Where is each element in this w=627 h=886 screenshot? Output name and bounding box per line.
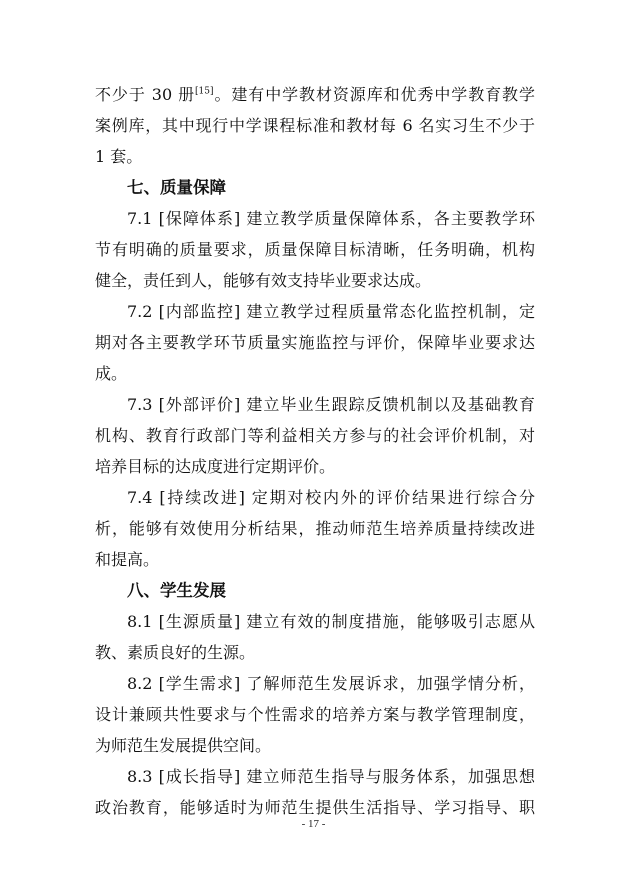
item-7-1-line-1: 7.1 [保障体系] 建立教学质量保障体系，各主要教学环 [127,209,535,228]
section-heading-student-development: 八、学生发展 [127,581,226,600]
item-7-4-line-3: 和提高。 [95,550,160,569]
item-8-1-line-1: 8.1 [生源质量] 建立有效的制度措施，能够吸引志愿从 [127,612,535,631]
text-line-continuation-1: 不少于 30 册[15]。建有中学教材资源库和优秀中学教育教学 [95,85,535,104]
item-7-4-line-1: 7.4 [持续改进] 定期对校内外的评价结果进行综合分 [127,488,535,507]
item-8-2-line-2: 设计兼顾共性要求与个性需求的培养方案与教学管理制度， [95,705,535,724]
citation-superscript: [15] [195,86,214,97]
item-7-3-line-2: 机构、教育行政部门等利益相关方参与的社会评价机制，对 [95,426,535,445]
item-8-2-line-3: 为师范生发展提供空间。 [95,736,272,755]
item-7-2-line-3: 成。 [95,364,128,383]
item-7-1-line-2: 节有明确的质量要求，质量保障目标清晰，任务明确，机构 [95,240,535,259]
item-8-3-line-1: 8.3 [成长指导] 建立师范生指导与服务体系，加强思想 [127,767,535,786]
text-line-continuation-2: 案例库，其中现行中学课程标准和教材每 6 名实习生不少于 [95,116,535,135]
item-8-2-line-1: 8.2 [学生需求] 了解师范生发展诉求，加强学情分析， [127,674,535,693]
section-heading-quality-assurance: 七、质量保障 [127,178,226,197]
item-8-3-line-2: 政治教育，能够适时为师范生提供生活指导、学习指导、职 [95,798,535,817]
item-7-2-line-2: 期对各主要教学环节质量实施监控与评价，保障毕业要求达 [95,333,535,352]
item-7-1-line-3: 健全，责任到人，能够有效支持毕业要求达成。 [95,271,432,290]
item-7-2-line-1: 7.2 [内部监控] 建立教学过程质量常态化监控机制，定 [127,302,535,321]
item-7-4-line-2: 析，能够有效使用分析结果，推动师范生培养质量持续改进 [95,519,535,538]
item-8-1-line-2: 教、素质良好的生源。 [95,643,256,662]
text-line-continuation-3: 1 套。 [95,147,143,166]
item-7-3-line-3: 培养目标的达成度进行定期评价。 [95,457,336,476]
item-7-3-line-1: 7.3 [外部评价] 建立毕业生跟踪反馈机制以及基础教育 [127,395,535,414]
page-number: - 17 - [301,818,326,830]
